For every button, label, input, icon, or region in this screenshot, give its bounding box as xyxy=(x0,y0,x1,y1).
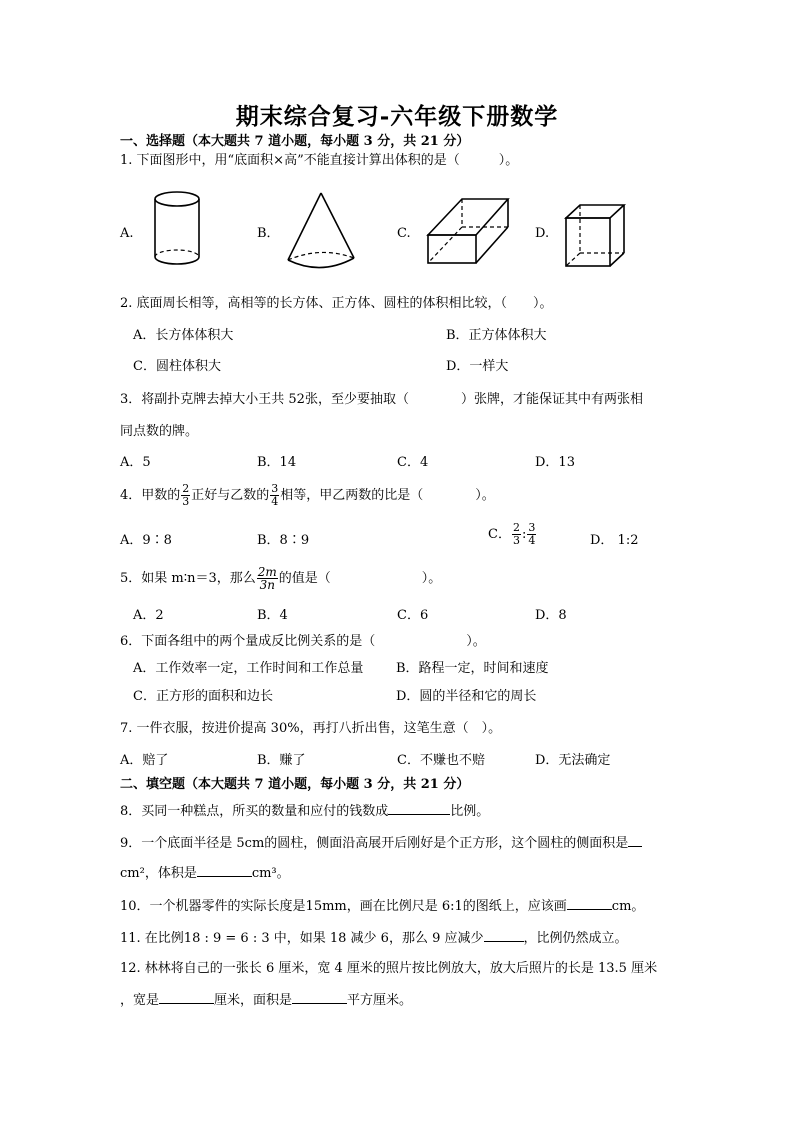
fraction-denominator: 3n xyxy=(259,578,275,592)
question-9-text-2: cm²，体积是 xyxy=(120,866,197,881)
cuboid-figure xyxy=(424,193,514,268)
answer-blank[interactable] xyxy=(484,929,524,942)
question-2-stem: 2. 底面周长相等，高相等的长方体、正方体、圆柱的体积相比较，（ ）。 xyxy=(120,296,553,311)
question-1-option-d: D. xyxy=(535,226,550,241)
question-4-stem xyxy=(120,482,495,510)
question-3-option-a: A．5 xyxy=(120,455,151,470)
question-5-text-1: 5．如果 m∶n＝3，那么 xyxy=(120,571,256,586)
question-2-option-c: C．圆柱体积大 xyxy=(133,359,221,374)
question-7-option-b: B．赚了 xyxy=(257,753,306,768)
question-11-text-1: 11. 在比例18 : 9 = 6 : 3 中，如果 18 减少 6，那么 9 应减少 xyxy=(120,931,484,946)
question-8-text-2: 比例。 xyxy=(450,804,490,819)
fraction-denominator: 4 xyxy=(271,495,279,508)
question-4-option-b: B．8∶9 xyxy=(257,533,310,548)
question-5-option-a: A．2 xyxy=(133,608,164,623)
fraction-numerator: 2m xyxy=(257,565,277,579)
option-c-label: C． xyxy=(488,527,511,542)
question-2-option-a: A．长方体体积大 xyxy=(133,328,234,343)
fraction-three-quarters xyxy=(270,483,279,508)
question-9-line-1 xyxy=(120,834,642,852)
question-11-text-2: ，比例仍然成立。 xyxy=(523,931,628,946)
question-4-text-2: 正好与乙数的 xyxy=(191,488,270,503)
question-12-text-1: ，宽是 xyxy=(120,993,160,1008)
question-2-option-d: D．一样大 xyxy=(446,359,509,374)
question-12-text-3: 平方厘米。 xyxy=(347,993,413,1008)
question-6-stem: 6．下面各组中的两个量成反比例关系的是（ ）。 xyxy=(120,634,486,649)
fraction-numerator: 2 xyxy=(182,482,190,495)
question-3-option-c: C．4 xyxy=(397,455,429,470)
question-8 xyxy=(120,802,489,820)
answer-blank[interactable] xyxy=(567,897,612,910)
question-9-line-2 xyxy=(120,864,290,882)
question-12-line-2 xyxy=(120,991,412,1009)
fraction-two-thirds xyxy=(512,522,521,547)
question-3-option-b: B．14 xyxy=(257,455,297,470)
cone-figure xyxy=(283,190,363,275)
question-1-stem: 1. 下面图形中，用“底面积×高”不能直接计算出体积的是（ ）。 xyxy=(120,153,519,168)
question-4-option-a: A．9∶8 xyxy=(120,533,172,548)
question-5-text-2: 的值是（ ）。 xyxy=(278,571,442,586)
question-4-option-d: D． 1:2 xyxy=(590,533,639,548)
question-3-line-1: 3．将副扑克牌去掉大小王共 52张，至少要抽取（ ）张牌，才能保证其中有两张相 xyxy=(120,392,643,407)
question-1-option-b: B． xyxy=(257,226,280,241)
fraction-numerator: 2 xyxy=(512,521,520,534)
fraction-two-thirds xyxy=(181,483,190,508)
fraction-denominator: 3 xyxy=(182,495,190,508)
question-6-option-b: B．路程一定，时间和速度 xyxy=(396,661,549,676)
question-9-text-1: 9．一个底面半径是 5cm的圆柱，侧面沿高展开后刚好是个正方形，这个圆柱的侧面积是 xyxy=(120,836,629,851)
question-1-option-c: C. xyxy=(397,226,411,241)
cylinder-figure xyxy=(145,185,210,275)
question-10-text-1: 10．一个机器零件的实际长度是15mm，画在比例尺是 6:1的图纸上，应该画 xyxy=(120,899,567,914)
question-2-option-b: B．正方体体积大 xyxy=(446,328,547,343)
fraction-numerator: 3 xyxy=(528,521,536,534)
question-5-option-b: B．4 xyxy=(257,608,288,623)
answer-blank[interactable] xyxy=(159,991,214,1004)
question-8-text-1: 8．买同一种糕点，所买的数量和应付的钱数成 xyxy=(120,804,389,819)
ratio-separator: : xyxy=(521,527,527,542)
question-1-option-a: A. xyxy=(120,226,134,241)
question-5-option-c: C．6 xyxy=(397,608,429,623)
question-12-text-2: 厘米，面积是 xyxy=(214,993,293,1008)
fraction-numerator: 3 xyxy=(271,482,279,495)
page-title: 期末综合复习-六年级下册数学 xyxy=(235,103,559,130)
question-7-option-a: A．赔了 xyxy=(120,753,169,768)
question-10 xyxy=(120,897,644,915)
question-3-line-2: 同点数的牌。 xyxy=(120,424,199,439)
fraction-2m-over-3n xyxy=(257,566,278,591)
question-4-text-3: 相等，甲乙两数的比是（ ）。 xyxy=(280,488,495,503)
fraction-denominator: 4 xyxy=(528,534,536,547)
question-7-stem: 7. 一件衣服，按进价提高 30%，再打八折出售，这笔生意（ ）。 xyxy=(120,721,502,736)
question-9-text-3: cm³。 xyxy=(251,866,290,881)
question-6-option-d: D．圆的半径和它的周长 xyxy=(396,689,537,704)
question-4-text-1: 4．甲数的 xyxy=(120,488,181,503)
answer-blank[interactable] xyxy=(628,834,642,847)
question-6-option-a: A．工作效率一定，工作时间和工作总量 xyxy=(133,661,364,676)
question-7-option-d: D．无法确定 xyxy=(535,753,611,768)
question-11 xyxy=(120,929,628,947)
question-7-option-c: C．不赚也不赔 xyxy=(397,753,485,768)
question-12-line-1: 12. 林林将自己的一张长 6 厘米，宽 4 厘米的照片按比例放大，放大后照片的长是 13.5 厘米 xyxy=(120,961,658,976)
fraction-three-quarters xyxy=(527,522,536,547)
question-10-text-2: cm。 xyxy=(611,899,645,914)
cube-figure xyxy=(562,202,632,272)
section-1-header: 一、选择题（本大题共 7 道小题，每小题 3 分，共 21 分） xyxy=(120,134,470,149)
answer-blank[interactable] xyxy=(388,802,450,815)
fraction-denominator: 3 xyxy=(512,534,520,547)
question-5-option-d: D．8 xyxy=(535,608,567,623)
question-6-option-c: C．正方形的面积和边长 xyxy=(133,689,273,704)
answer-blank[interactable] xyxy=(197,864,252,877)
question-5-stem xyxy=(120,564,441,594)
question-4-option-c xyxy=(488,521,537,549)
answer-blank[interactable] xyxy=(292,991,347,1004)
section-2-header: 二、填空题（本大题共 7 道小题，每小题 3 分，共 21 分） xyxy=(120,777,470,792)
question-3-option-d: D．13 xyxy=(535,455,575,470)
